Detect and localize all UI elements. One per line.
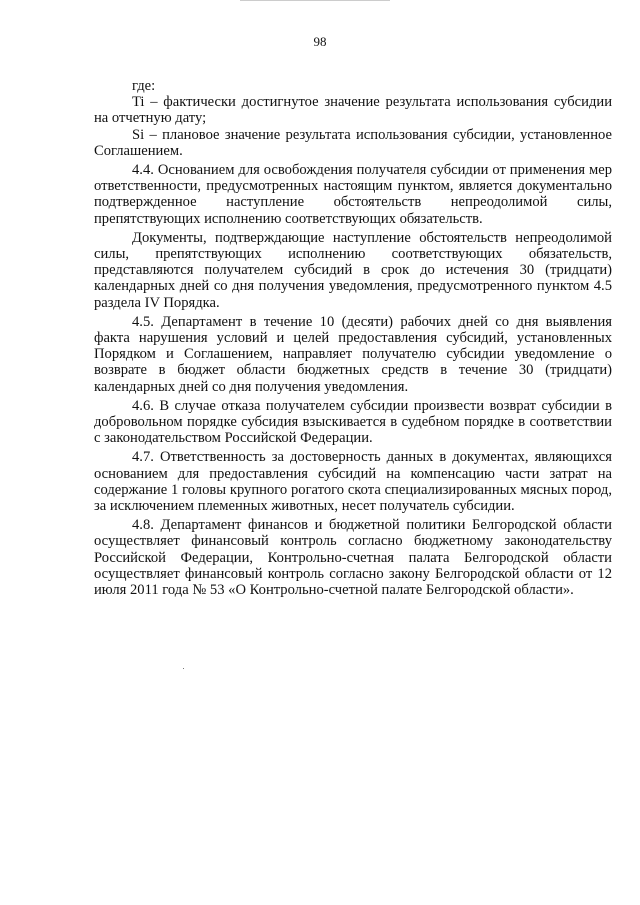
page-number: 98 [313, 34, 327, 49]
scan-speck [183, 668, 184, 669]
paragraph-ti-definition: Ti – фактически достигнутое значение результата использования субсидии на отчетную дату; [94, 94, 612, 127]
paragraph-4-6: 4.6. В случае отказа получателем субсидии произвести возврат субсидии в добровольном порядке субсидия взыскивается в судебном порядке в соответствии с законодательством Российской Федерации. [94, 397, 612, 447]
paragraph-4-7: 4.7. Ответственность за достоверность данных в документах, являющихся основанием для предоставления субсидий на компенсацию части затрат на содержание 1 головы крупного рогатого скота специализированных мясных пород, за исключением племенных животных, несет получатель субсидии. [94, 449, 612, 515]
paragraph-where: где: [132, 78, 156, 94]
paragraph-4-8: 4.8. Департамент финансов и бюджетной политики Белгородской области осуществляет финансовый контроль согласно бюджетному законодательству Российской Федерации, Контрольно-счетная палата Белгородской области осуществляет финансовый контроль согласно закону Белгородской области от 12 июля 2011 года № 53 «О Контрольно-счетной палате Белгородской области». [94, 517, 612, 599]
paragraph-4-4: 4.4. Основанием для освобождения получателя субсидии от применения мер ответственности, предусмотренных настоящим пунктом, является документально подтвержденное наступление обстоятельств непреодолимой силы, препятствующих исполнению соответствующих обязательств. [94, 162, 612, 227]
paragraph-documents: Документы, подтверждающие наступление обстоятельств непреодолимой силы, препятствующих исполнению соответствующих обязательств, представляются получателем субсидий в срок до истечения 30 (тридцати) календарных дней со дня получения уведомления, предусмотренного пунктом 4.5 раздела IV Порядка. [94, 229, 612, 311]
document-body [94, 78, 612, 598]
top-edge-rule [240, 0, 390, 1]
paragraph-4-5: 4.5. Департамент в течение 10 (десяти) рабочих дней со дня выявления факта нарушения условий и целей предоставления субсидий, установленных Порядком и Соглашением, направляет получателю субсидии уведомление о возврате в бюджет области бюджетных средств в течение 30 (тридцати) календарных дней со дня получения уведомления. [94, 313, 612, 395]
paragraph-si-definition: Si – плановое значение результата использования субсидии, установленное Соглашением. [94, 126, 612, 159]
